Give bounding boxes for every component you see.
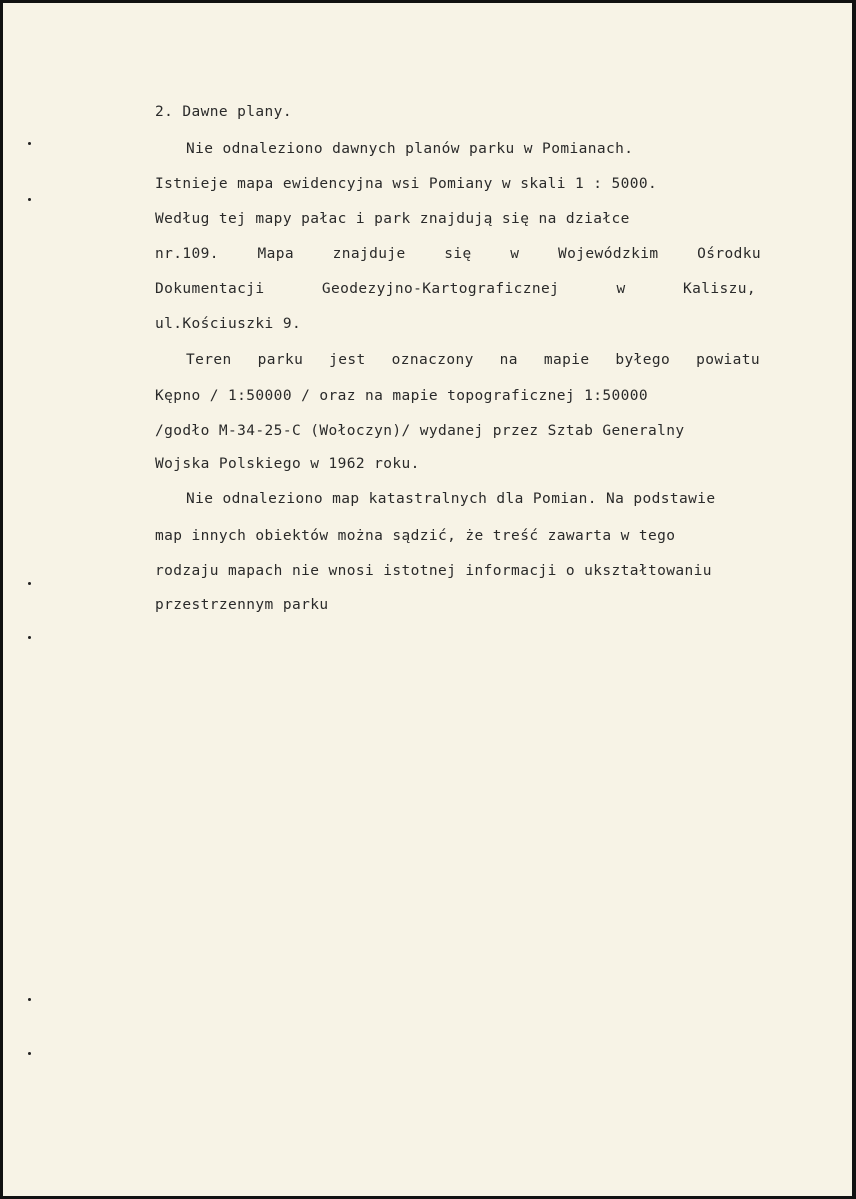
scan-border-top [0, 0, 856, 3]
margin-dot [28, 582, 31, 585]
paragraph1-line4: nr.109. Mapa znajduje się w Wojewódzkim Ośrodku [155, 246, 761, 262]
paragraph3-line4: przestrzennym parku [155, 597, 329, 613]
paragraph1-line6: ul.Kościuszki 9. [155, 316, 302, 332]
paragraph3-line2: map innych obiektów można sądzić, że treść zawarta w tego [155, 528, 676, 544]
paragraph2-line1: Teren parku jest oznaczony na mapie byłego powiatu [186, 352, 760, 368]
paragraph3-line1: Nie odnaleziono map katastralnych dla Pomian. Na podstawie [186, 491, 716, 507]
paragraph1-line5: Dokumentacji Geodezyjno-Kartograficznej w Kaliszu, [155, 281, 756, 297]
paragraph2-line2: Kępno / 1:50000 / oraz na mapie topograficznej 1:50000 [155, 388, 649, 404]
scan-border-left [0, 0, 3, 1199]
paragraph2-line4: Wojska Polskiego w 1962 roku. [155, 456, 420, 472]
paragraph1-line2: Istnieje mapa ewidencyjna wsi Pomiany w skali 1 : 5000. [155, 176, 658, 192]
scan-border-right [852, 0, 856, 1199]
margin-dot [28, 998, 31, 1001]
margin-dot [28, 1052, 31, 1055]
paragraph3-line3: rodzaju mapach nie wnosi istotnej informacji o ukształtowaniu [155, 563, 712, 579]
section-heading: 2. Dawne plany. [155, 104, 292, 120]
margin-dot [28, 636, 31, 639]
paragraph2-line3: /godło M-34-25-C (Wołoczyn)/ wydanej przez Sztab Generalny [155, 423, 685, 439]
paragraph1-line1: Nie odnaleziono dawnych planów parku w Pomianach. [186, 141, 634, 157]
paragraph1-line3: Według tej mapy pałac i park znajdują się na działce [155, 211, 630, 227]
margin-dot [28, 198, 31, 201]
margin-dot [28, 142, 31, 145]
